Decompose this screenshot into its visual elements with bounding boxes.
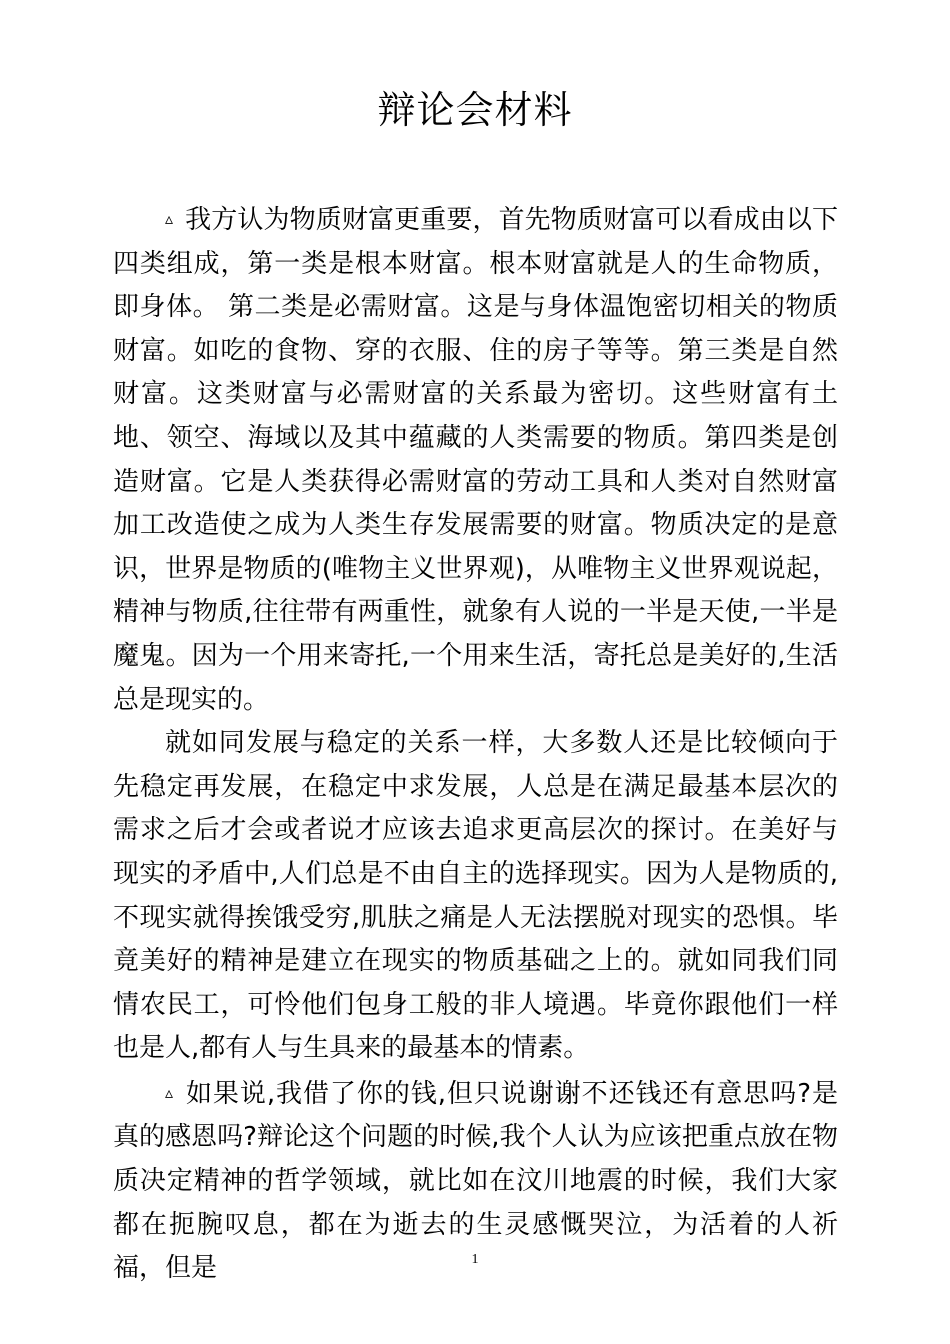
paragraph-2 [113,722,838,1071]
page-number: 1 [471,1252,479,1267]
document-title: 辩论会材料 [377,88,573,132]
paragraph-1 [113,197,838,722]
document-body [113,197,838,1291]
paragraph-1-text: 我方认为物质财富更重要，首先物质财富可以看成由以下四类组成，第一类是根本财富。根本财富就是人的生命物质，即身体。 第二类是必需财富。这是与身体温饱密切相关的物质财富。如吃的食物、穿的衣服、住的房子等等。第三类是自然财富。这类财富与必需财富的关系最为密切。这些财富有土地、领空、海域以及其中蕴藏的人类需要的物质。第四类是创造财富。它是人类获得必需财富的劳动工具和人类对自然财富加工改造使之成为人类生存发展需要的财富。物质决定的是意识，世界是物质的(唯物主义世界观)，从唯物主义世界观说起，精神与物质,往往带有两重性，就象有人说的一半是天使,一半是魔鬼。因为一个用来寄托,一个用来生活，寄托总是美好的,生活总是现实的。 [113,205,838,715]
paragraph-3-text: 如果说,我借了你的钱,但只说谢谢不还钱还有意思吗?是真的感恩吗?辩论这个问题的时候,我个人认为应该把重点放在物质决定精神的哲学领域，就比如在汶川地震的时候，我们大家都在扼腕叹息，都在为逝去的生灵感慨哭泣，为活着的人祈福，但是 [113,1078,838,1284]
triangle-bullet-icon: ▵ [165,1082,174,1102]
paragraph-2-text: 就如同发展与稳定的关系一样，大多数人还是比较倾向于先稳定再发展，在稳定中求发展，人总是在满足最基本层次的需求之后才会或者说才应该去追求更高层次的探讨。在美好与现实的矛盾中,人们总是不由自主的选择现实。因为人是物质的,不现实就得挨饿受穷,肌肤之痛是人无法摆脱对现实的恐惧。毕竟美好的精神是建立在现实的物质基础之上的。就如同我们同情农民工，可怜他们包身工般的非人境遇。毕竟你跟他们一样也是人,都有人与生具来的最基本的情素。 [113,728,838,1064]
triangle-bullet-icon: ▵ [165,209,174,228]
